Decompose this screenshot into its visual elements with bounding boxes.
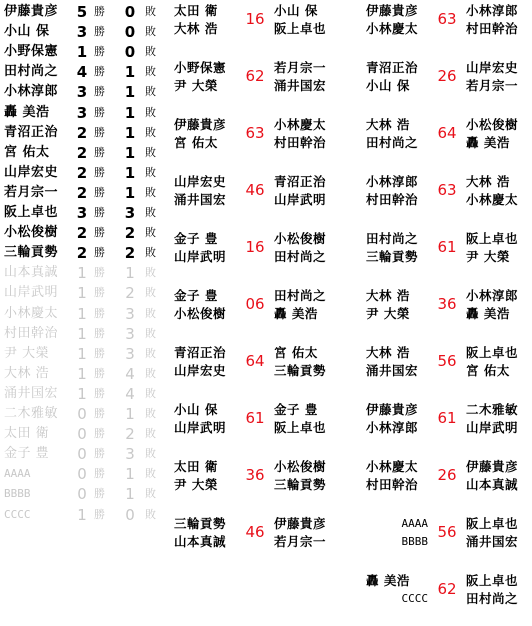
standing-name: 小山 保 [4, 24, 50, 40]
team-a-player-1: 田村尚之 [366, 231, 419, 246]
team-b-player-2: 尹 大榮 [466, 249, 510, 264]
wins-label: 勝 [94, 487, 105, 501]
losses-label: 敗 [145, 185, 156, 199]
standing-losses: 2 [125, 284, 135, 303]
match-score: 62 [245, 67, 265, 85]
wins-label: 勝 [94, 5, 105, 18]
team-b-player-2: 阪上卓也 [274, 420, 327, 435]
match-card [366, 230, 526, 270]
standing-losses: 1 [124, 63, 136, 82]
team-b-player-2: 村田幹治 [466, 21, 519, 36]
wins-label: 勝 [94, 145, 105, 159]
standing-wins: 3 [76, 103, 88, 122]
team-b-player-1: 小松俊樹 [466, 117, 519, 132]
losses-label: 敗 [145, 25, 156, 39]
standing-row [4, 62, 164, 82]
team-a-player-2: 山岸宏史 [174, 363, 227, 378]
match-score: 64 [437, 124, 457, 142]
team-a-player-1: 金子 豊 [174, 288, 218, 303]
wins-label: 勝 [94, 326, 105, 340]
team-b-player-2: 轟 美浩 [466, 135, 510, 150]
team-a-player-1: 大林 浩 [366, 117, 410, 132]
standing-wins: 2 [76, 183, 88, 202]
wins-label: 勝 [94, 226, 105, 240]
standing-wins: 2 [76, 143, 88, 162]
team-b-player-2: 轟 美浩 [466, 306, 510, 321]
team-b-player-1: 宮 佑太 [274, 345, 318, 360]
team-b-player-2: 田村尚之 [466, 591, 519, 606]
team-a-player-1: AAAA [401, 517, 428, 530]
team-b-player-1: 若月宗一 [274, 60, 327, 75]
team-b-player-2: 山岸武明 [466, 420, 519, 435]
standing-row [4, 424, 164, 444]
standing-wins: 4 [76, 63, 88, 82]
losses-label: 敗 [145, 487, 156, 501]
team-b-player-2: 若月宗一 [274, 534, 327, 549]
match-score: 06 [245, 295, 265, 313]
match-card [366, 287, 526, 327]
standing-wins: 0 [77, 465, 87, 484]
standing-losses: 1 [124, 83, 136, 102]
standing-name: 太田 衛 [4, 426, 50, 442]
team-a-player-1: 太田 衛 [174, 3, 218, 18]
standing-name: 三輪貢勢 [4, 245, 59, 261]
losses-label: 敗 [145, 427, 156, 441]
match-score: 61 [437, 409, 457, 427]
team-b-player-2: 三輪貢勢 [274, 477, 327, 492]
wins-label: 勝 [94, 85, 105, 99]
standing-name: 小松俊樹 [4, 225, 59, 241]
team-b-player-2: 阪上卓也 [274, 21, 327, 36]
team-a-player-2: 宮 佑太 [174, 135, 218, 150]
standing-row [4, 344, 164, 364]
wins-label: 勝 [94, 366, 105, 380]
standing-name: AAAA [4, 467, 31, 481]
team-b-player-1: 小松俊樹 [274, 231, 327, 246]
match-score: 16 [245, 238, 265, 256]
team-b-player-1: 阪上卓也 [466, 573, 519, 588]
standing-wins: 0 [77, 405, 87, 423]
wins-label: 勝 [94, 25, 105, 39]
standing-row [4, 364, 164, 384]
wins-label: 勝 [94, 306, 105, 320]
team-a-player-2: 山岸武明 [174, 249, 227, 264]
standing-wins: 3 [76, 23, 88, 42]
team-a-player-2: 小林慶太 [366, 21, 419, 36]
team-b-player-1: 伊藤貴彦 [274, 516, 327, 531]
standing-wins: 0 [77, 445, 87, 464]
standing-row [4, 123, 164, 143]
team-b-player-2: 山本真誠 [466, 477, 519, 492]
match-score: 63 [245, 124, 265, 142]
team-a-player-1: 轟 美浩 [366, 573, 410, 588]
match-score: 56 [437, 523, 457, 541]
team-a-player-1: 三輪貢勢 [174, 516, 227, 531]
standing-wins: 1 [77, 364, 87, 383]
standing-name: 田村尚之 [4, 64, 59, 80]
team-b-player-2: 村田幹治 [274, 135, 327, 150]
team-a-player-1: 伊藤貴彦 [366, 402, 419, 417]
standing-losses: 1 [124, 163, 136, 182]
team-b-player-1: 小林淳郎 [466, 3, 519, 18]
team-b-player-2: 涌井国宏 [466, 534, 519, 549]
wins-label: 勝 [94, 105, 105, 119]
standing-name: 伊藤貴彦 [4, 4, 59, 19]
team-b-player-1: 田村尚之 [274, 288, 327, 303]
wins-label: 勝 [94, 246, 105, 260]
standing-row [4, 304, 164, 324]
standing-losses: 4 [125, 364, 135, 383]
team-a-player-1: 青沼正治 [174, 345, 227, 360]
team-b-player-1: 小松俊樹 [274, 459, 327, 474]
match-score: 16 [245, 10, 265, 28]
team-a-player-1: 伊藤貴彦 [174, 117, 227, 132]
team-a-player-1: 小山 保 [174, 402, 218, 417]
wins-label: 勝 [94, 467, 105, 481]
standing-name: 宮 佑太 [4, 144, 50, 160]
losses-label: 敗 [145, 386, 156, 400]
wins-label: 勝 [94, 206, 105, 219]
team-a-player-1: 山岸宏史 [174, 174, 227, 189]
wins-label: 勝 [94, 65, 105, 79]
match-score: 26 [437, 67, 457, 85]
standing-losses: 1 [124, 143, 136, 162]
match-card [174, 173, 334, 213]
team-a-player-2: CCCC [401, 592, 428, 605]
standing-wins: 1 [77, 284, 87, 303]
match-score: 26 [437, 466, 457, 484]
team-a-player-2: 山本真誠 [174, 534, 227, 549]
standing-row [4, 243, 164, 263]
standing-name: 涌井国宏 [4, 385, 59, 401]
losses-label: 敗 [145, 165, 156, 179]
standing-row [4, 464, 164, 484]
losses-label: 敗 [145, 366, 156, 380]
standing-losses: 3 [125, 344, 135, 363]
wins-label: 勝 [94, 507, 105, 521]
standing-wins: 1 [77, 384, 87, 403]
wins-label: 勝 [94, 407, 105, 420]
team-a-player-2: 山岸武明 [174, 420, 227, 435]
losses-label: 敗 [145, 326, 156, 340]
match-score: 56 [437, 352, 457, 370]
losses-label: 敗 [145, 306, 156, 320]
standing-row [4, 183, 164, 203]
standing-row [4, 22, 164, 42]
match-card [174, 287, 334, 327]
losses-label: 敗 [145, 507, 156, 521]
standing-wins: 0 [77, 425, 87, 444]
standing-name: BBBB [4, 487, 31, 501]
match-score: 64 [245, 352, 265, 370]
losses-label: 敗 [145, 105, 156, 119]
team-b-player-1: 大林 浩 [466, 174, 510, 189]
losses-label: 敗 [145, 45, 156, 59]
team-a-player-2: 田村尚之 [366, 135, 419, 150]
team-b-player-1: 山岸宏史 [466, 60, 519, 75]
standing-row [4, 324, 164, 344]
match-card [366, 515, 526, 555]
standing-losses: 3 [125, 304, 135, 323]
team-b-player-1: 青沼正治 [274, 174, 327, 189]
team-b-player-2: 三輪貢勢 [274, 363, 327, 378]
wins-label: 勝 [94, 346, 105, 360]
match-card [366, 344, 526, 384]
standing-losses: 0 [125, 505, 135, 524]
standing-wins: 2 [76, 163, 88, 182]
standing-name: 二木雅敏 [4, 406, 59, 421]
team-b-player-2: 山岸武明 [274, 192, 327, 207]
team-b-player-1: 阪上卓也 [466, 345, 519, 360]
losses-label: 敗 [145, 145, 156, 159]
match-card [174, 2, 334, 42]
wins-label: 勝 [94, 386, 105, 400]
standing-row [4, 283, 164, 303]
standing-name: 山本真誠 [4, 265, 59, 281]
wins-label: 勝 [94, 427, 105, 441]
standing-name: 小林淳郎 [4, 84, 59, 100]
losses-label: 敗 [145, 125, 156, 139]
team-b-player-2: 若月宗一 [466, 78, 519, 93]
wins-label: 勝 [94, 266, 105, 280]
standing-row [4, 263, 164, 283]
match-score: 61 [437, 238, 457, 256]
match-score: 36 [437, 295, 457, 313]
standing-losses: 3 [125, 324, 135, 343]
team-b-player-1: 二木雅敏 [466, 402, 519, 417]
standing-losses: 2 [125, 425, 135, 444]
losses-label: 敗 [145, 447, 156, 461]
team-a-player-2: 村田幹治 [366, 192, 419, 207]
team-b-player-1: 小山 保 [274, 3, 318, 18]
standing-losses: 2 [124, 244, 136, 263]
match-score: 46 [245, 523, 265, 541]
standing-row [4, 163, 164, 183]
team-b-player-2: 小林慶太 [466, 192, 519, 207]
team-b-player-1: 阪上卓也 [466, 516, 519, 531]
team-a-player-1: 青沼正治 [366, 60, 419, 75]
match-card [174, 59, 334, 99]
standing-row [4, 223, 164, 243]
losses-label: 敗 [145, 65, 156, 79]
team-a-player-1: 小野保憲 [174, 60, 227, 75]
standing-losses: 2 [124, 224, 136, 243]
match-card [174, 458, 334, 498]
standing-name: 尹 大榮 [4, 345, 50, 361]
standing-name: 轟 美浩 [4, 104, 50, 120]
match-score: 62 [437, 580, 457, 598]
team-a-player-2: 尹 大榮 [174, 78, 218, 93]
standing-row [4, 404, 164, 424]
standing-losses: 1 [125, 485, 135, 504]
team-b-player-1: 小林淳郎 [466, 288, 519, 303]
standing-name: 小林慶太 [4, 305, 59, 321]
standing-name: 村田幹治 [4, 325, 59, 341]
wins-label: 勝 [94, 125, 105, 139]
standing-row [4, 103, 164, 123]
team-b-player-2: 轟 美浩 [274, 306, 318, 321]
match-score: 63 [437, 10, 457, 28]
losses-label: 敗 [145, 206, 156, 219]
match-card [366, 116, 526, 156]
losses-label: 敗 [145, 346, 156, 360]
standing-row [4, 505, 164, 525]
standing-losses: 0 [124, 43, 136, 62]
standing-row [4, 42, 164, 62]
standing-name: 青沼正治 [4, 124, 59, 140]
losses-label: 敗 [145, 407, 156, 420]
team-a-player-2: 小松俊樹 [174, 306, 227, 321]
standing-name: 金子 豊 [4, 446, 50, 462]
team-b-player-1: 小林慶太 [274, 117, 327, 132]
standing-wins: 1 [77, 505, 87, 524]
standing-wins: 2 [76, 244, 88, 263]
standing-name: 小野保憲 [4, 44, 59, 60]
match-card [366, 2, 526, 42]
standing-losses: 0 [124, 23, 136, 42]
team-a-player-1: 大林 浩 [366, 345, 410, 360]
standing-wins: 3 [76, 204, 88, 222]
team-a-player-2: 三輪貢勢 [366, 249, 419, 264]
losses-label: 敗 [145, 5, 156, 18]
match-card [174, 515, 334, 555]
standing-wins: 1 [77, 344, 87, 363]
losses-label: 敗 [145, 246, 156, 260]
standing-name: CCCC [4, 507, 31, 521]
standing-losses: 1 [125, 405, 135, 423]
losses-label: 敗 [145, 266, 156, 280]
match-card [366, 401, 526, 441]
standing-losses: 3 [125, 445, 135, 464]
standing-wins: 2 [76, 123, 88, 142]
standing-wins: 1 [77, 264, 87, 283]
standing-name: 若月宗一 [4, 184, 59, 200]
team-a-player-1: 伊藤貴彦 [366, 3, 419, 18]
match-card [174, 401, 334, 441]
standing-losses: 1 [125, 465, 135, 484]
team-a-player-2: 小山 保 [366, 78, 410, 93]
standing-row [4, 384, 164, 404]
team-a-player-2: 小林淳郎 [366, 420, 419, 435]
standing-row [4, 203, 164, 223]
match-score: 46 [245, 181, 265, 199]
standing-wins: 0 [77, 485, 87, 504]
standing-row [4, 444, 164, 464]
wins-label: 勝 [94, 185, 105, 199]
match-score: 36 [245, 466, 265, 484]
standing-wins: 5 [76, 3, 88, 21]
wins-label: 勝 [94, 286, 105, 300]
standing-losses: 1 [124, 123, 136, 142]
wins-label: 勝 [94, 45, 105, 59]
standing-row [4, 82, 164, 102]
team-b-player-2: 宮 佑太 [466, 363, 510, 378]
standing-losses: 1 [125, 264, 135, 283]
team-b-player-1: 金子 豊 [274, 402, 318, 417]
standing-wins: 1 [76, 43, 88, 62]
match-card [366, 572, 526, 612]
losses-label: 敗 [145, 226, 156, 240]
team-a-player-2: 尹 大榮 [366, 306, 410, 321]
team-a-player-1: 大林 浩 [366, 288, 410, 303]
standing-losses: 1 [124, 103, 136, 122]
match-score: 63 [437, 181, 457, 199]
standing-name: 大林 浩 [4, 365, 50, 381]
match-card [366, 59, 526, 99]
wins-label: 勝 [94, 165, 105, 179]
standing-name: 阪上卓也 [4, 205, 59, 220]
standing-row [4, 2, 164, 22]
team-a-player-2: 尹 大榮 [174, 477, 218, 492]
standing-row [4, 484, 164, 504]
team-b-player-2: 田村尚之 [274, 249, 327, 264]
team-a-player-2: 涌井国宏 [366, 363, 419, 378]
match-score: 61 [245, 409, 265, 427]
losses-label: 敗 [145, 85, 156, 99]
standing-wins: 1 [77, 304, 87, 323]
team-a-player-1: 太田 衛 [174, 459, 218, 474]
standing-losses: 1 [124, 183, 136, 202]
team-a-player-1: 小林淳郎 [366, 174, 419, 189]
standing-losses: 3 [124, 204, 136, 222]
team-a-player-2: BBBB [401, 535, 428, 548]
match-card [174, 230, 334, 270]
standing-wins: 2 [76, 224, 88, 243]
losses-label: 敗 [145, 467, 156, 481]
standing-name: 山岸武明 [4, 285, 59, 301]
team-a-player-2: 大林 浩 [174, 21, 218, 36]
match-card [366, 458, 526, 498]
team-a-player-1: 小林慶太 [366, 459, 419, 474]
standing-wins: 3 [76, 83, 88, 102]
wins-label: 勝 [94, 447, 105, 461]
team-b-player-2: 涌井国宏 [274, 78, 327, 93]
losses-label: 敗 [145, 286, 156, 300]
standing-wins: 1 [77, 324, 87, 343]
match-card [366, 173, 526, 213]
team-a-player-2: 村田幹治 [366, 477, 419, 492]
standing-losses: 4 [125, 384, 135, 403]
match-card [174, 116, 334, 156]
standing-losses: 0 [124, 3, 136, 21]
standing-row [4, 143, 164, 163]
team-a-player-2: 涌井国宏 [174, 192, 227, 207]
standing-name: 山岸宏史 [4, 164, 59, 180]
match-card [174, 344, 334, 384]
team-b-player-1: 伊藤貴彦 [466, 459, 519, 474]
team-b-player-1: 阪上卓也 [466, 231, 519, 246]
team-a-player-1: 金子 豊 [174, 231, 218, 246]
